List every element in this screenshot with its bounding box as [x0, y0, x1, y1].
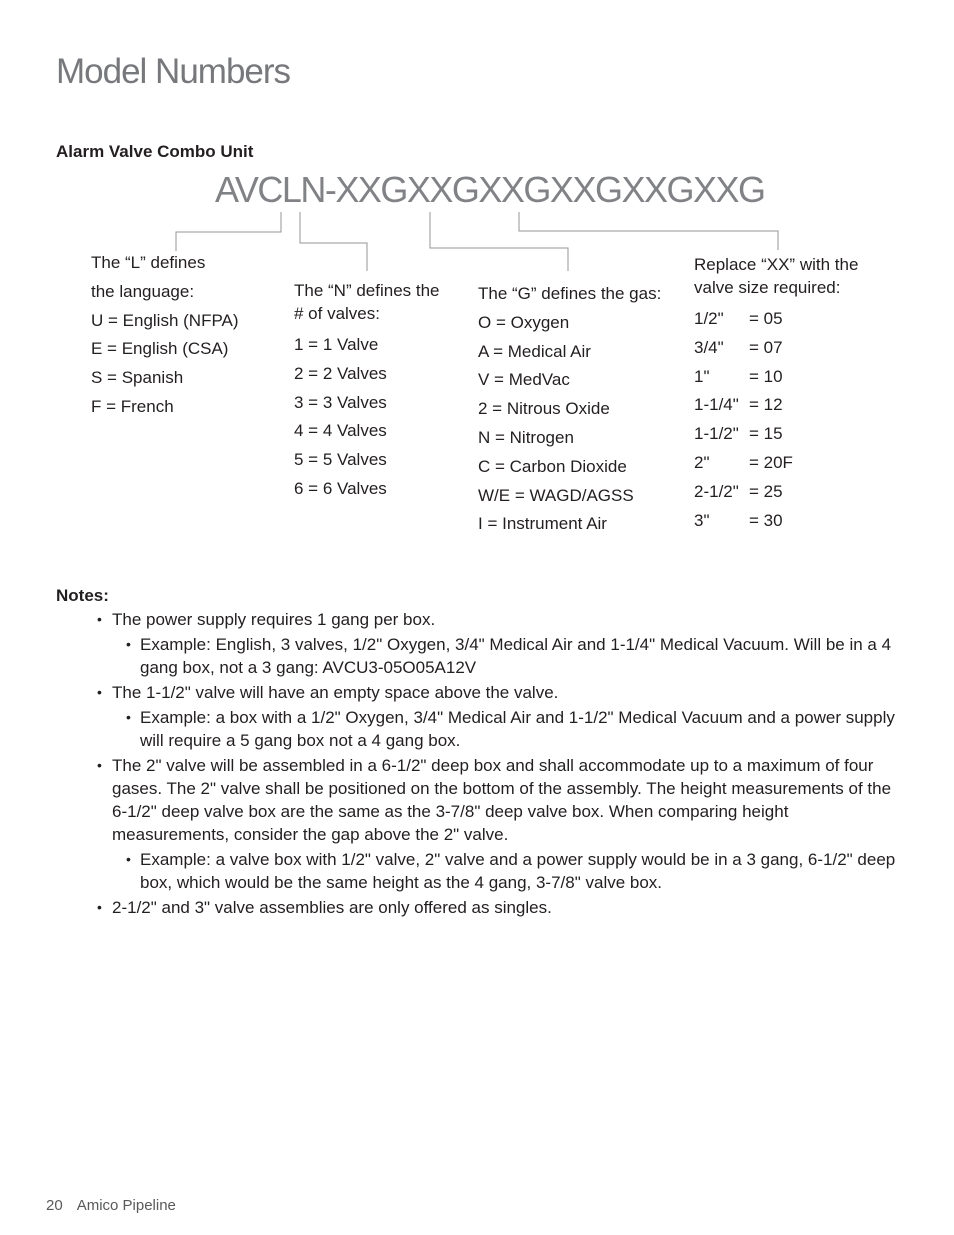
- note-item: [56, 608, 901, 631]
- gas-item: V = MedVac: [478, 370, 570, 390]
- note-text: Example: a box with a 1/2" Oxygen, 3/4" Medical Air and 1-1/2" Medical Vacuum and a power supply will require a 5 gang box not a 4 gang box.: [140, 708, 895, 750]
- language-item: S = Spanish: [91, 368, 184, 388]
- bullet-icon: •: [97, 611, 102, 627]
- note-text: Example: English, 3 valves, 1/2" Oxygen, 3/4" Medical Air and 1-1/4" Medical Vacuum. Will be in a 4 gang box, not a 3 gang: AVCU3-05O05A12V: [140, 635, 892, 677]
- valves-header: [294, 280, 440, 325]
- size-code: = 30: [749, 510, 783, 530]
- size-header-line-1: Replace “XX” with the: [694, 255, 859, 274]
- note-subitem: [56, 848, 901, 894]
- connector-gas: [430, 212, 568, 271]
- language-header-line-2: the language:: [91, 281, 195, 301]
- size-row: [694, 305, 858, 334]
- bullet-icon: •: [126, 851, 131, 867]
- valves-header-line-2: # of valves:: [294, 303, 380, 323]
- size-row: [694, 363, 858, 392]
- size-row: [694, 391, 858, 420]
- model-code: AVCLN-XXGXXGXXGXXGXXGXXG: [215, 169, 765, 210]
- bullet-icon: •: [97, 899, 102, 915]
- size-row: [694, 507, 858, 536]
- valves-column: [294, 280, 440, 504]
- size-code: = 12: [749, 395, 783, 415]
- valves-item: 3 = 3 Valves: [294, 392, 387, 412]
- note-subitem: [56, 633, 901, 679]
- valves-item: 6 = 6 Valves: [294, 478, 387, 498]
- page-footer: [46, 1196, 176, 1216]
- note-item: [56, 681, 901, 704]
- gas-item: I = Instrument Air: [478, 514, 607, 534]
- size-column: [694, 254, 858, 535]
- note-item: [56, 754, 901, 846]
- connector-size: [519, 212, 778, 250]
- size-code: = 25: [749, 481, 783, 501]
- gas-item: 2 = Nitrous Oxide: [478, 399, 610, 419]
- valves-header-line-1: The “N” defines the: [294, 281, 440, 300]
- language-item: U = English (NFPA): [91, 310, 239, 330]
- publication-name: Amico Pipeline: [76, 1197, 176, 1214]
- gas-item: N = Nitrogen: [478, 427, 574, 447]
- bullet-icon: •: [97, 757, 102, 773]
- gas-item: C = Carbon Dioxide: [478, 456, 627, 476]
- page-number: 20: [46, 1197, 63, 1214]
- gas-column: [478, 280, 661, 539]
- gas-item: O = Oxygen: [478, 312, 570, 332]
- note-item: [56, 896, 901, 919]
- size-row: [694, 449, 858, 478]
- size-row: [694, 478, 858, 507]
- size-value: 2": [694, 452, 710, 472]
- size-code: = 07: [749, 337, 783, 357]
- valves-item: 4 = 4 Valves: [294, 421, 387, 441]
- note-text: Example: a valve box with 1/2" valve, 2" valve and a power supply would be in a 3 gang, 6-1/2" deep box, which would be the same height as the 4 gang, 3-7/8" valve box.: [140, 850, 896, 892]
- note-text: 2-1/2" and 3" valve assemblies are only offered as singles.: [112, 898, 552, 917]
- size-value: 2-1/2": [694, 481, 739, 501]
- note-subitem: [56, 706, 901, 752]
- size-value: 1": [694, 366, 710, 386]
- language-column: [91, 249, 239, 422]
- note-text: The 2" valve will be assembled in a 6-1/2" deep box and shall accommodate up to a maximum of four gases. The 2" valve shall be positioned on the bottom of the assembly. The height measurements of the 6-1/2" deep valve box are the same as the 3-7/8" deep valve box. When comparing height measurements, consider the gap above the 2" valve.: [112, 756, 892, 844]
- size-code: = 10: [749, 366, 783, 386]
- size-code: = 20F: [749, 452, 793, 472]
- bullet-icon: •: [97, 684, 102, 700]
- size-row: [694, 334, 858, 363]
- valves-item: 5 = 5 Valves: [294, 450, 387, 470]
- notes-list: [56, 608, 901, 921]
- size-row: [694, 420, 858, 449]
- size-code: = 15: [749, 424, 783, 444]
- gas-item: W/E = WAGD/AGSS: [478, 485, 634, 505]
- gas-item: A = Medical Air: [478, 341, 591, 361]
- note-text: The power supply requires 1 gang per box.: [112, 610, 436, 629]
- notes-heading: Notes:: [56, 586, 109, 605]
- page-title: Model Numbers: [56, 52, 291, 91]
- size-value: 3": [694, 510, 710, 530]
- valves-item: 2 = 2 Valves: [294, 363, 387, 383]
- size-header: [694, 254, 858, 299]
- language-item: F = French: [91, 396, 174, 416]
- bullet-icon: •: [126, 636, 131, 652]
- size-value: 1/2": [694, 309, 724, 328]
- connector-valves: [300, 212, 367, 271]
- size-value: 1-1/4": [694, 395, 739, 415]
- size-value: 1-1/2": [694, 424, 739, 444]
- size-header-line-2: valve size required:: [694, 277, 841, 297]
- gas-header: The “G” defines the gas:: [478, 284, 662, 303]
- section-heading: Alarm Valve Combo Unit: [56, 142, 254, 161]
- size-code: = 05: [749, 309, 783, 328]
- connector-language: [176, 212, 281, 251]
- valves-item: 1 = 1 Valve: [294, 335, 379, 354]
- size-value: 3/4": [694, 337, 724, 357]
- bullet-icon: •: [126, 709, 131, 725]
- note-text: The 1-1/2" valve will have an empty space above the valve.: [112, 683, 559, 702]
- language-header-line-1: The “L” defines: [91, 253, 206, 272]
- language-item: E = English (CSA): [91, 339, 229, 359]
